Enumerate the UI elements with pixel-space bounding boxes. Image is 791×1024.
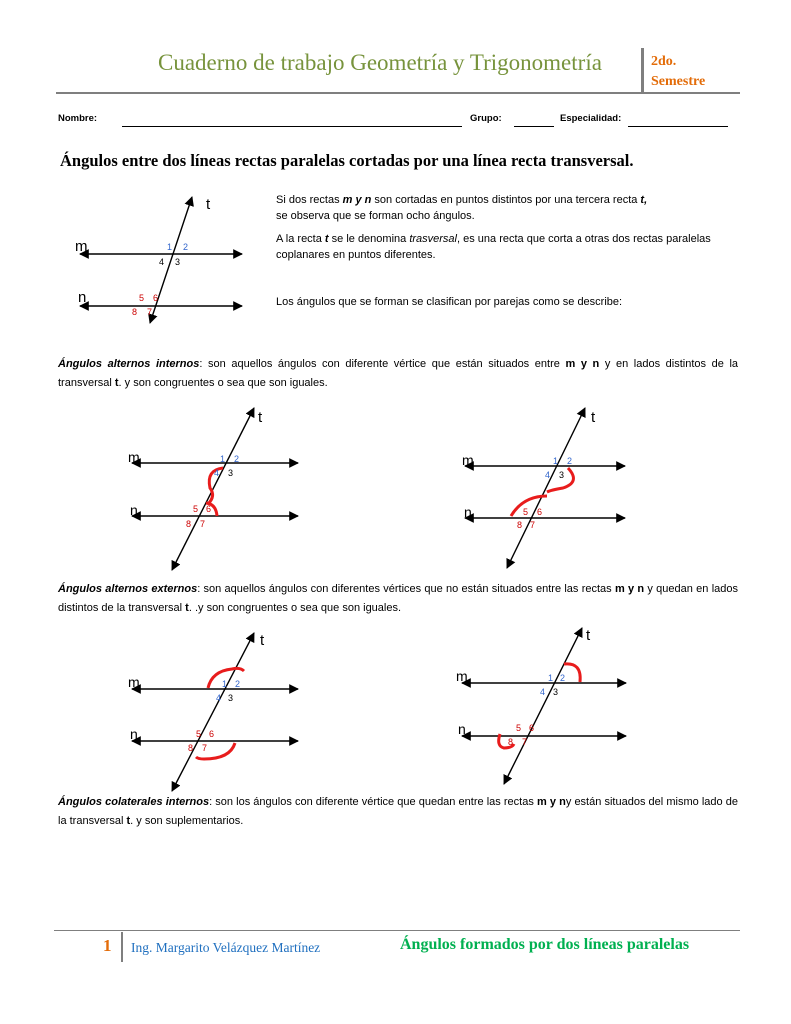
svg-text:2: 2 <box>235 679 241 689</box>
svg-text:8: 8 <box>517 520 523 530</box>
angle-6: 6 <box>153 293 159 303</box>
svg-text:5: 5 <box>196 729 202 739</box>
document-title: Cuaderno de trabajo Geometría y Trigonometría <box>158 50 602 75</box>
svg-text:5: 5 <box>193 504 199 514</box>
angle-5: 5 <box>139 293 145 303</box>
svg-text:4: 4 <box>214 468 220 478</box>
svg-text:m: m <box>128 449 140 465</box>
svg-text:7: 7 <box>200 519 206 529</box>
svg-text:8: 8 <box>508 737 514 747</box>
angle-3: 3 <box>175 257 181 267</box>
svg-text:8: 8 <box>188 743 194 753</box>
svg-text:3: 3 <box>553 687 559 697</box>
svg-text:1: 1 <box>553 456 559 466</box>
svg-text:n: n <box>130 726 138 742</box>
svg-text:5: 5 <box>516 723 522 733</box>
alternate-exterior-description: Ángulos alternos externos: son aquellos ángulos con diferentes vértices que no están situados entre las rectas m y n y quedan en lados distintos de la transversal t. .y son congruentes o sea que son iguales. <box>58 583 738 614</box>
svg-text:3: 3 <box>559 470 565 480</box>
svg-text:4: 4 <box>216 693 222 703</box>
svg-text:t: t <box>260 632 265 649</box>
page-number: 1 <box>103 936 112 955</box>
angle-4: 4 <box>159 257 165 267</box>
svg-text:1: 1 <box>220 454 226 464</box>
header-rule <box>56 92 740 94</box>
svg-text:6: 6 <box>206 504 212 514</box>
svg-text:t: t <box>258 409 263 426</box>
line-t <box>150 197 192 323</box>
svg-text:m: m <box>128 674 140 690</box>
name-field[interactable] <box>122 126 462 127</box>
intro-paragraph-2: A la recta t se le denomina trasversal, es una recta que corta a otras dos rectas paralelas coplanares en puntos diferentes. <box>276 233 711 261</box>
alternate-exterior-diagram-1 <box>120 625 320 795</box>
footer-rule <box>54 930 740 931</box>
parallel-lines-diagram <box>60 185 260 330</box>
svg-text:5: 5 <box>523 507 529 517</box>
angle-1: 1 <box>167 242 173 252</box>
name-label: Nombre: <box>58 113 98 124</box>
svg-text:6: 6 <box>537 507 543 517</box>
alternate-interior-description: Ángulos alternos internos: son aquellos ángulos con diferente vértice que están situados entre m y n y en lados distintos de la transversal t. y son congruentes o sea que son iguales. <box>58 358 739 389</box>
semester-label <box>651 52 705 92</box>
svg-text:2: 2 <box>234 454 240 464</box>
svg-text:1: 1 <box>548 673 554 683</box>
svg-text:4: 4 <box>540 687 546 697</box>
svg-text:7: 7 <box>530 520 536 530</box>
svg-text:2: 2 <box>567 456 573 466</box>
section-heading: Ángulos entre dos líneas rectas paralelas cortadas por una línea recta transversal. <box>60 151 634 170</box>
alternate-interior-diagram-2 <box>455 400 655 575</box>
alternate-exterior-diagram-2 <box>452 620 652 790</box>
svg-text:6: 6 <box>209 729 215 739</box>
svg-text:8: 8 <box>186 519 192 529</box>
footer-author: Ing. Margarito Velázquez Martínez <box>131 940 321 955</box>
svg-text:t: t <box>586 627 591 644</box>
svg-text:6: 6 <box>529 723 535 733</box>
angle-8: 8 <box>132 307 138 317</box>
footer-divider <box>121 932 123 962</box>
semester-line-2: Semestre <box>651 74 706 89</box>
interior-collateral-description: Ángulos colaterales internos: son los ángulos con diferente vértice que quedan entre las rectas m y ny están situados del mismo lado de la transversal t. y son suplementarios. <box>58 796 738 827</box>
label-n: n <box>78 289 87 306</box>
specialty-label: Especialidad: <box>560 113 622 124</box>
svg-text:t: t <box>591 409 596 426</box>
svg-text:3: 3 <box>228 468 234 478</box>
angle-7: 7 <box>147 307 153 317</box>
svg-text:m: m <box>462 452 474 468</box>
svg-text:n: n <box>130 502 138 518</box>
intro-paragraph-3: Los ángulos que se forman se clasifican por parejas como se describe: <box>276 296 623 308</box>
intro-paragraph-1: Si dos rectas m y n son cortadas en puntos distintos por una tercera recta t, se observa que se forman ocho ángulos. <box>276 194 648 222</box>
label-t: t <box>206 196 211 213</box>
group-field[interactable] <box>514 126 554 127</box>
label-m: m <box>75 238 88 255</box>
svg-text:n: n <box>464 504 472 520</box>
specialty-field[interactable] <box>628 126 728 127</box>
svg-text:1: 1 <box>222 679 228 689</box>
svg-text:7: 7 <box>202 743 208 753</box>
svg-text:4: 4 <box>545 470 551 480</box>
alternate-interior-diagram-1 <box>120 400 320 575</box>
angle-2: 2 <box>183 242 189 252</box>
svg-text:2: 2 <box>560 673 566 683</box>
header-divider <box>641 48 644 92</box>
svg-text:7: 7 <box>522 737 528 747</box>
semester-line-1: 2do. <box>651 54 677 69</box>
footer-topic: Ángulos formados por dos líneas paralelas <box>400 936 690 953</box>
svg-text:m: m <box>456 668 468 684</box>
svg-text:n: n <box>458 721 466 737</box>
group-label: Grupo: <box>470 113 502 124</box>
svg-text:3: 3 <box>228 693 234 703</box>
